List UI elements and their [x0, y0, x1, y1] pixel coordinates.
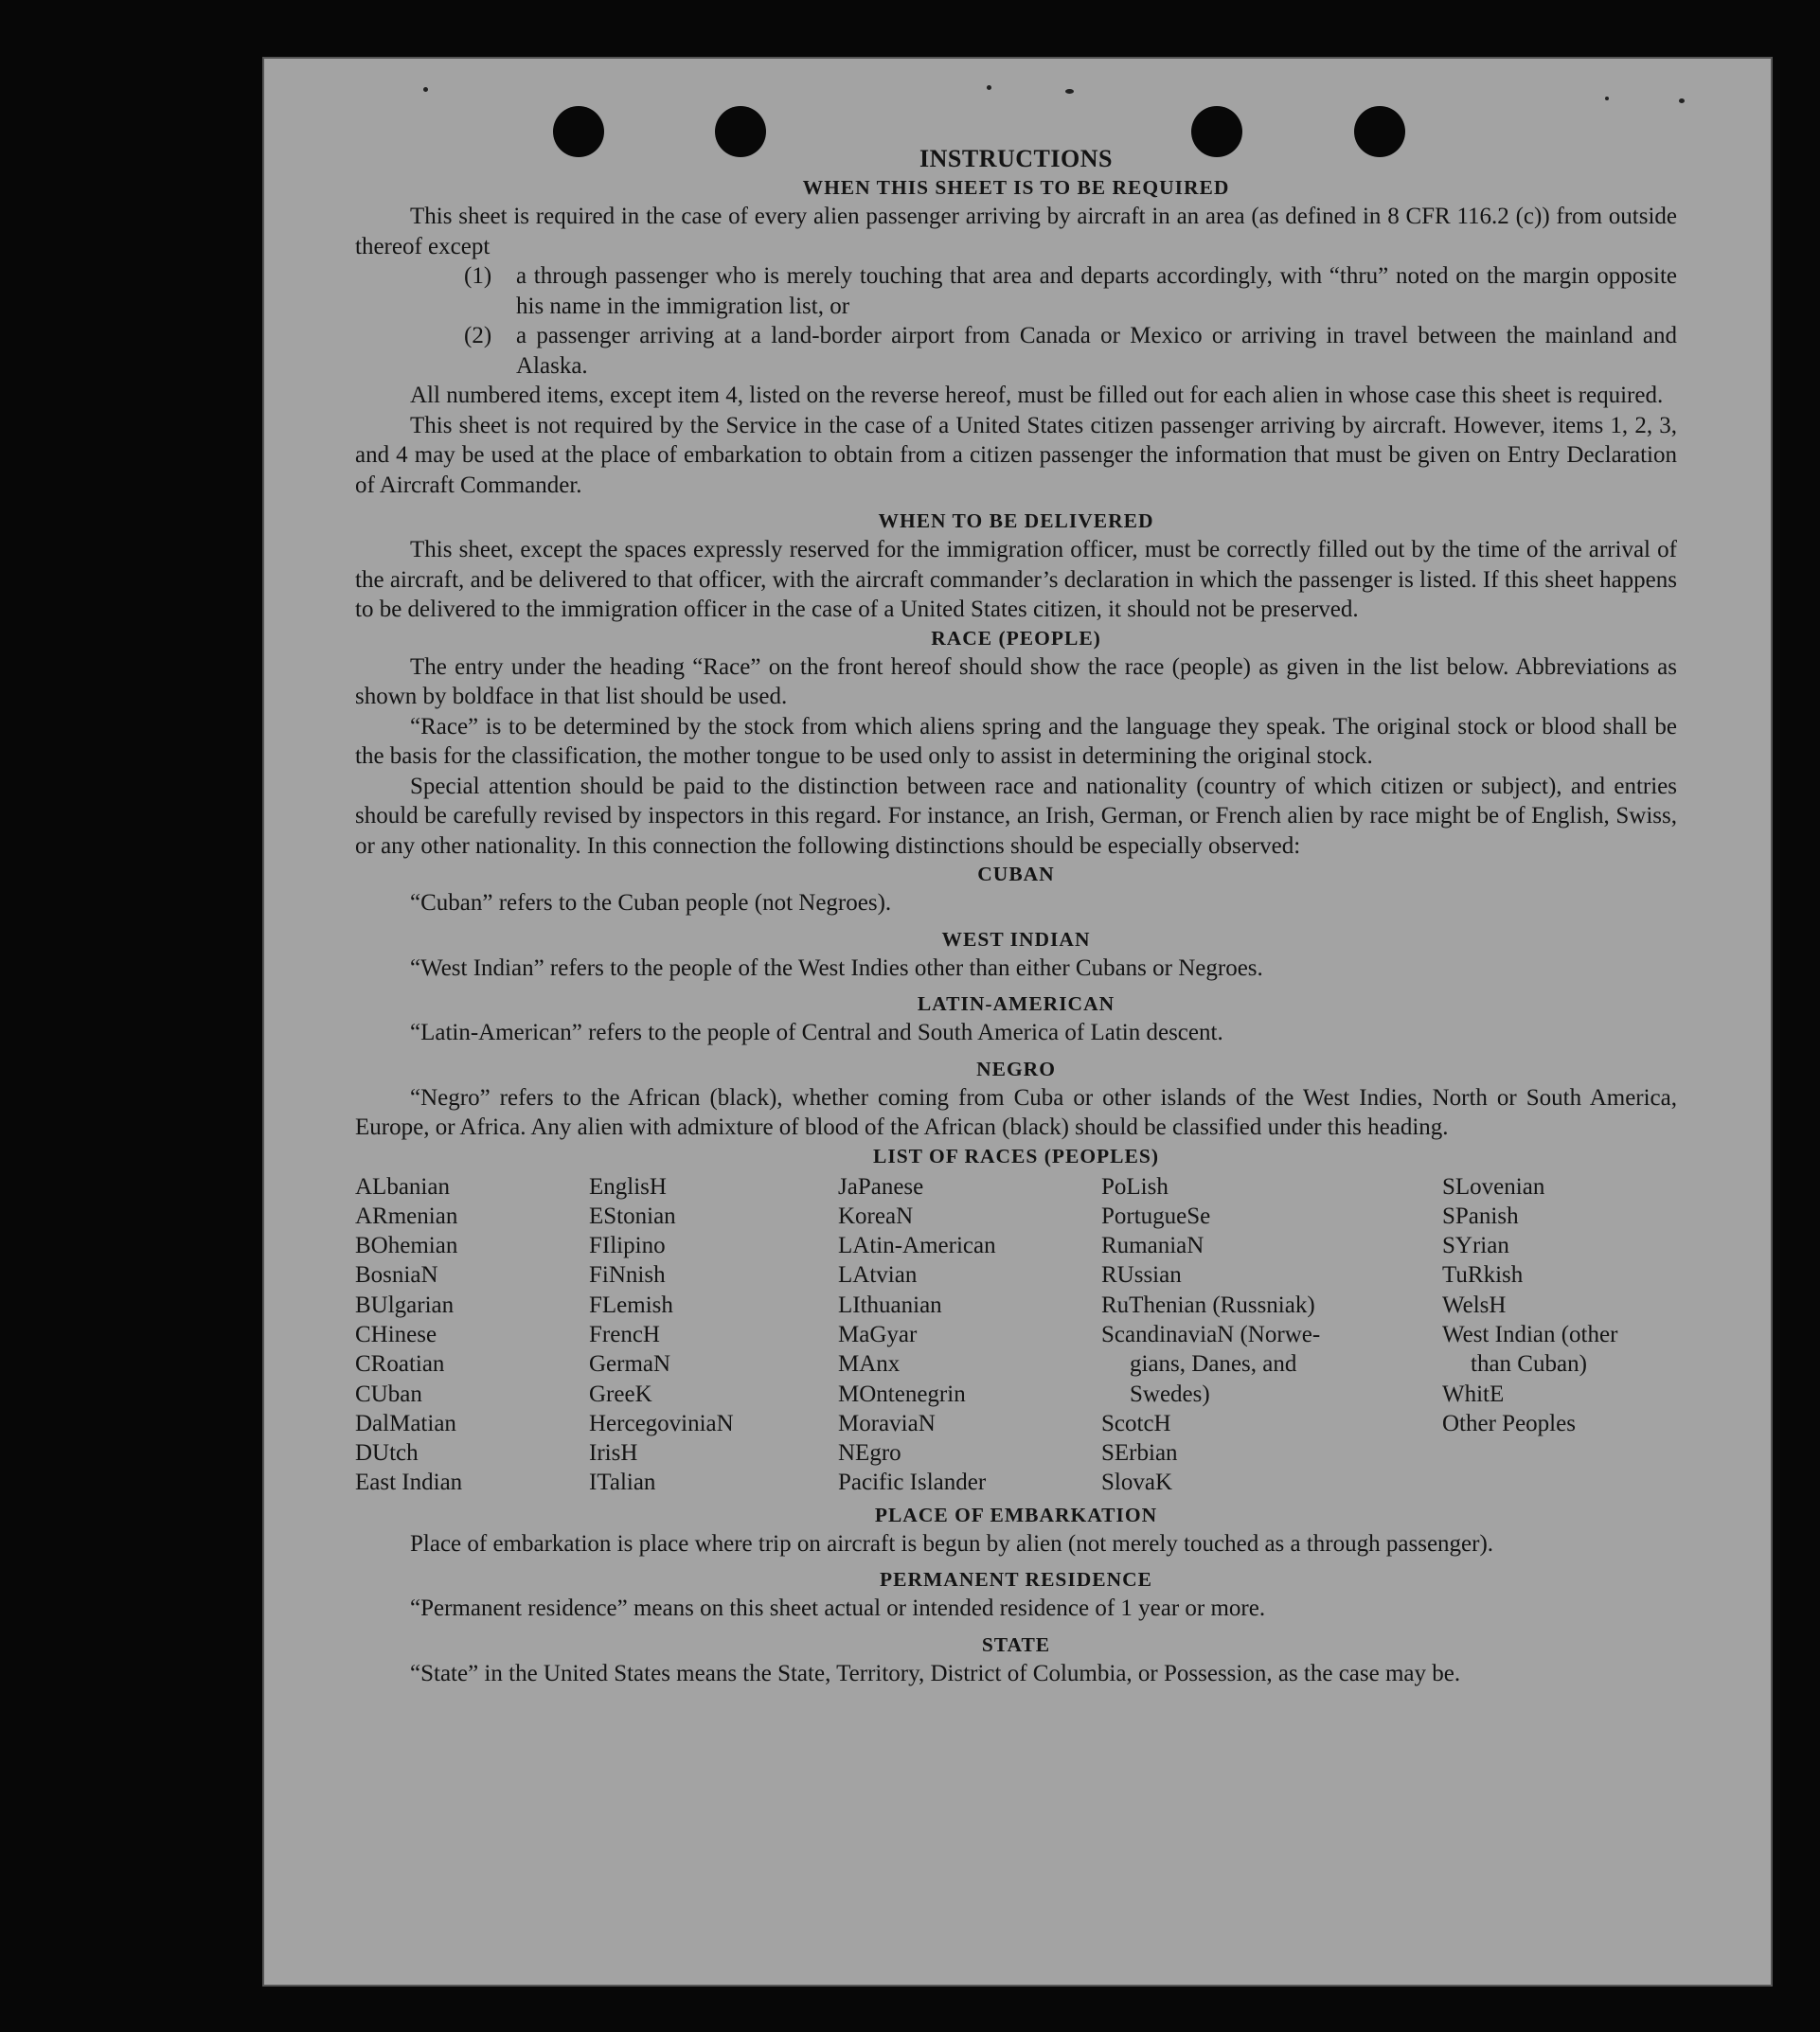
race-entry: West Indian (other: [1442, 1321, 1618, 1347]
race-entry: RumaniaN: [1101, 1233, 1204, 1259]
paragraph: This sheet, except the spaces expressly reserved for the immigration officer, must be correctly filled out by the time of the arrival of the aircraft, and be delivered to that officer, with the aircraft commander’s declaration in which the passenger is listed. If this sheet happens to be delivered to the immigration officer in the case of a United States citizen, it should not be preserved.: [355, 537, 1677, 622]
race-entry: Pacific Islander: [838, 1470, 987, 1496]
race-entry: Other Peoples: [1442, 1410, 1576, 1436]
item-text: a through passenger who is merely touching that area and departs accordingly, with “thru” noted on the margin opposite his name in the immigration list, or: [516, 263, 1677, 319]
section-heading-when-delivered: WHEN TO BE DELIVERED: [878, 509, 1154, 532]
race-entry: LAtin-American: [838, 1233, 996, 1259]
paragraph: “Negro” refers to the African (black), whether coming from Cuba or other islands of the West Indies, North or South America, Europe, or Africa. Any alien with admixture of blood of the African (black) should be classified under this heading.: [355, 1084, 1677, 1140]
races-column: [1442, 1172, 1617, 1439]
paragraph: All numbered items, except item 4, listed on the reverse hereof, must be filled out for each alien in whose case this sheet is required.: [410, 383, 1664, 408]
race-entry: PortugueSe: [1101, 1203, 1211, 1229]
section-heading-cuban: CUBAN: [977, 863, 1055, 885]
race-entry: LAtvian: [838, 1262, 918, 1289]
race-entry: NEgro: [838, 1440, 901, 1467]
paragraph: “Race” is to be determined by the stock from which aliens spring and the language they speak. The original stock or blood shall be the basis for the classification, the mother tongue to be used only to assist in determining the original stock.: [355, 713, 1677, 769]
race-entry: MaGyar: [838, 1321, 918, 1347]
race-entry: ITalian: [589, 1470, 656, 1496]
race-entry: Swedes): [1130, 1381, 1210, 1407]
section-heading-when-required: WHEN THIS SHEET IS TO BE REQUIRED: [802, 176, 1230, 199]
speck: [423, 87, 428, 92]
race-entry: EnglisH: [589, 1173, 667, 1200]
race-entry: RuThenian (Russniak): [1101, 1292, 1315, 1318]
race-entry: than Cuban): [1471, 1351, 1587, 1378]
race-entry: MOntenegrin: [838, 1381, 966, 1407]
race-entry: DalMatian: [355, 1410, 456, 1436]
race-entry: CUban: [355, 1381, 422, 1407]
paragraph: This sheet is not required by the Service in the case of a United States citizen passenger arriving by aircraft. However, items 1, 2, 3, and 4 may be used at the place of embarkation to obtain from a citizen passenger the information that must be given on Entry Declaration of Aircraft Commander.: [355, 412, 1677, 498]
race-entry: FLemish: [589, 1292, 673, 1318]
races-column: [355, 1172, 462, 1498]
document-sheet: [262, 57, 1773, 1987]
race-entry: MoraviaN: [838, 1410, 936, 1436]
speck: [1065, 89, 1074, 94]
race-entry: gians, Danes, and: [1130, 1351, 1297, 1378]
race-entry: ALbanian: [355, 1173, 450, 1200]
paragraph: The entry under the heading “Race” on the front hereof should show the race (people) as given in the list below. Abbreviations as shown by boldface in that list should be used.: [355, 653, 1677, 709]
race-entry: ScandinaviaN (Norwe-: [1101, 1321, 1321, 1347]
list-item: [355, 321, 1677, 381]
instructions-content: [355, 144, 1677, 1688]
races-column: [589, 1172, 734, 1498]
section-heading-negro: NEGRO: [976, 1057, 1056, 1080]
races-column: [838, 1172, 996, 1498]
races-column: [1101, 1172, 1320, 1498]
section-heading-residence: PERMANENT RESIDENCE: [880, 1568, 1152, 1591]
section-heading-west-indian: WEST INDIAN: [941, 927, 1091, 951]
race-entry: CHinese: [355, 1321, 437, 1347]
item-number: (1): [464, 263, 492, 289]
race-entry: HercegoviniaN: [589, 1410, 734, 1436]
race-entry: PoLish: [1101, 1173, 1169, 1200]
race-entry: IrisH: [589, 1440, 638, 1467]
section-heading-state: STATE: [981, 1632, 1051, 1656]
race-entry: GermaN: [589, 1351, 671, 1378]
speck: [987, 85, 991, 90]
paragraph: “Cuban” refers to the Cuban people (not Negroes).: [410, 890, 892, 916]
race-entry: DUtch: [355, 1440, 419, 1467]
race-entry: ScotcH: [1101, 1410, 1171, 1436]
race-entry: TuRkish: [1442, 1262, 1524, 1289]
race-entry: GreeK: [589, 1381, 652, 1407]
race-entry: KoreaN: [838, 1203, 914, 1229]
race-entry: SPanish: [1442, 1203, 1519, 1229]
item-number: (2): [464, 323, 492, 348]
race-entry: East Indian: [355, 1470, 463, 1496]
paragraph: This sheet is required in the case of every alien passenger arriving by aircraft in an area (as defined in 8 CFR 116.2 (c)) from outside thereof except: [355, 204, 1677, 259]
race-entry: BOhemian: [355, 1233, 458, 1259]
page-title: INSTRUCTIONS: [919, 145, 1113, 172]
paragraph: “Permanent residence” means on this sheet actual or intended residence of 1 year or more.: [410, 1595, 1266, 1621]
race-entry: WhitE: [1442, 1381, 1505, 1407]
race-entry: SYrian: [1442, 1233, 1509, 1259]
race-entry: SErbian: [1101, 1440, 1178, 1467]
section-heading-latin-american: LATIN-AMERICAN: [917, 992, 1115, 1015]
race-entry: SlovaK: [1101, 1470, 1172, 1496]
race-entry: FIlipino: [589, 1233, 666, 1259]
race-entry: BosniaN: [355, 1262, 438, 1289]
race-entry: WelsH: [1442, 1292, 1507, 1318]
race-entry: FrencH: [589, 1321, 660, 1347]
race-entry: MAnx: [838, 1351, 901, 1378]
race-entry: BUlgarian: [355, 1292, 455, 1318]
paragraph: “Latin-American” refers to the people of Central and South America of Latin descent.: [410, 1020, 1223, 1045]
paragraph: Place of embarkation is place where trip on aircraft is begun by alien (not merely touched as a through passenger).: [410, 1530, 1494, 1557]
race-entry: LIthuanian: [838, 1292, 942, 1318]
race-entry: ARmenian: [355, 1203, 458, 1229]
races-list: [355, 1172, 1677, 1494]
section-heading-embarkation: PLACE OF EMBARKATION: [874, 1503, 1158, 1526]
paragraph: Special attention should be paid to the distinction between race and nationality (country of which citizen or subject), and entries should be carefully revised by inspectors in this regard. For instance, an Irish, German, or French alien by race might be of English, Swiss, or any other nationality. In this connection the following distinctions should be especially observed:: [355, 773, 1677, 859]
race-entry: SLovenian: [1442, 1173, 1545, 1200]
item-text: a passenger arriving at a land-border airport from Canada or Mexico or arriving in travel between the mainland and Alaska.: [516, 323, 1677, 379]
paragraph: “State” in the United States means the State, Territory, District of Columbia, or Possession, as the case may be.: [410, 1660, 1461, 1686]
list-item: [355, 261, 1677, 321]
race-entry: FiNnish: [589, 1262, 666, 1289]
race-entry: CRoatian: [355, 1351, 445, 1378]
paragraph: “West Indian” refers to the people of the West Indies other than either Cubans or Negroes.: [410, 954, 1263, 981]
speck: [1679, 98, 1685, 103]
race-entry: RUssian: [1101, 1262, 1182, 1289]
section-heading-race: RACE (PEOPLE): [931, 626, 1101, 650]
section-heading-list-of-races: LIST OF RACES (PEOPLES): [873, 1144, 1159, 1168]
race-entry: EStonian: [589, 1203, 676, 1229]
race-entry: JaPanese: [838, 1173, 924, 1200]
speck: [1605, 97, 1609, 100]
